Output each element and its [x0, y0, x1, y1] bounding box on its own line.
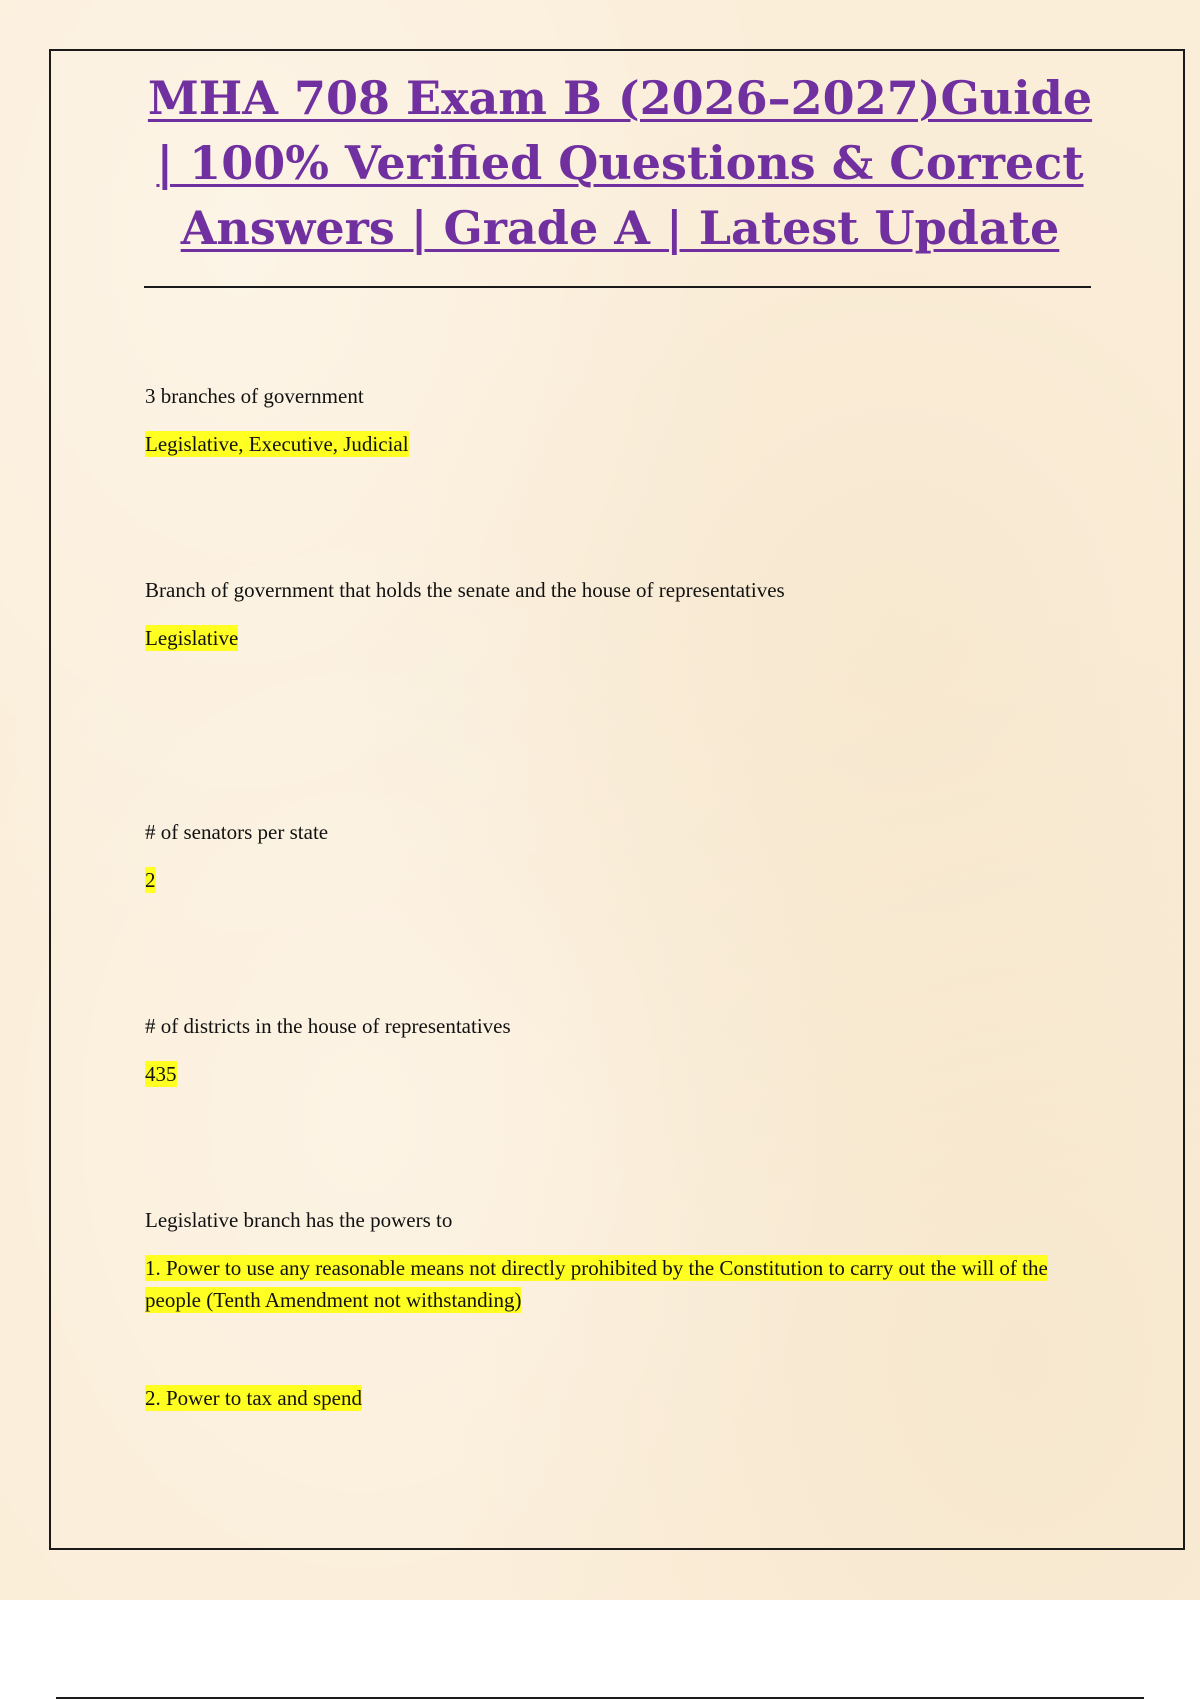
question-text: # of senators per state [145, 820, 329, 844]
question-text: Branch of government that holds the senate and the house of representatives [145, 578, 785, 602]
document-title: MHA 708 Exam B (2026–2027)Guide | 100% Verified Questions & Correct Answers | Grade A | Latest Update [147, 71, 1093, 255]
qa-item [145, 380, 1095, 460]
answer-text: Legislative [145, 626, 239, 650]
qa-item [145, 816, 1095, 896]
answer-text: 2 [145, 868, 156, 892]
qa-item [145, 1204, 1095, 1316]
question-text: # of districts in the house of representatives [145, 1014, 511, 1038]
qa-item [145, 1010, 1095, 1090]
answer-text: 2. Power to tax and spend [145, 1386, 362, 1410]
title-divider [144, 286, 1091, 288]
question-text: 3 branches of government [145, 384, 364, 408]
page-border [49, 49, 1185, 1550]
qa-item [145, 574, 1095, 654]
answer-text: 435 [145, 1062, 177, 1086]
answer-text: Legislative, Executive, Judicial [145, 432, 409, 456]
footer-divider [56, 1697, 1144, 1699]
question-text: Legislative branch has the powers to [145, 1208, 453, 1232]
answer-text: 1. Power to use any reasonable means not directly prohibited by the Constitution to carry out the will of the people (Tenth Amendment not withstanding) [145, 1256, 1048, 1312]
